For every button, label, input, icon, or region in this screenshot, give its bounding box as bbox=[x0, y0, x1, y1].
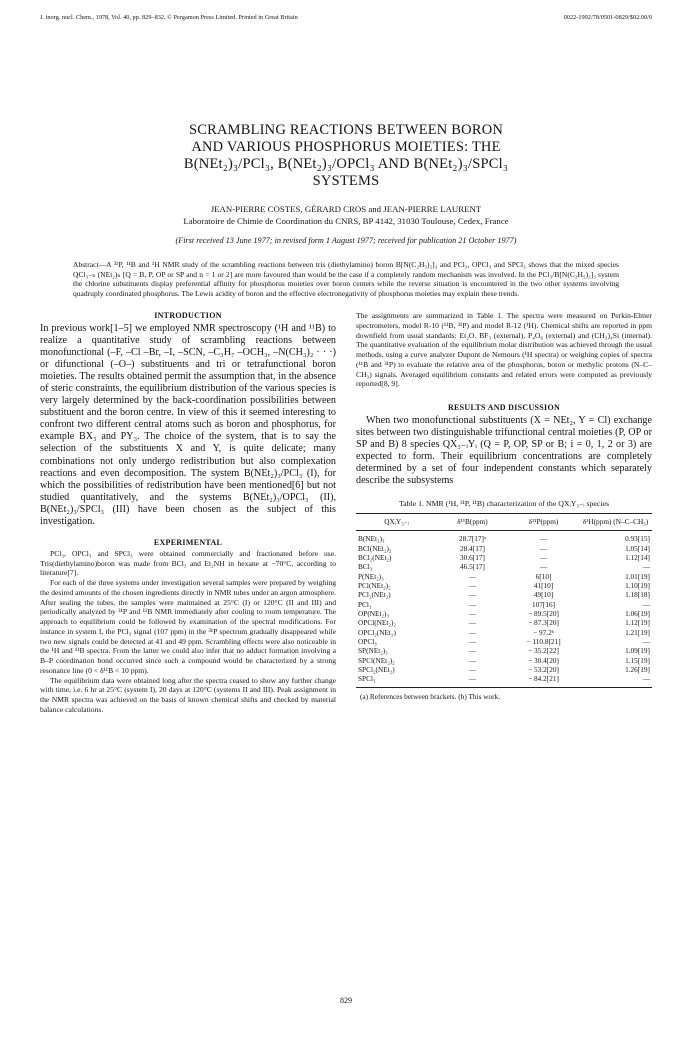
table-1 bbox=[356, 499, 652, 701]
table-row bbox=[356, 637, 652, 646]
species-cell: SPCl₃ bbox=[358, 674, 376, 684]
article-code: 0022-1902/78/0501-0829/$02.00/0 bbox=[563, 14, 652, 21]
table-footnote: (a) References between brackets. (b) This work. bbox=[360, 691, 501, 701]
boron-shift-cell: — bbox=[468, 618, 477, 628]
proton-shift-cell: 1.06[19] bbox=[625, 609, 650, 619]
table-row bbox=[356, 665, 652, 674]
phosphorus-shift-cell: − 97.2ᵇ bbox=[533, 627, 554, 637]
table-row bbox=[356, 562, 652, 571]
proton-shift-cell: 1.09[19] bbox=[625, 646, 650, 656]
table-row bbox=[356, 628, 652, 637]
proton-shift-cell: 1.26[19] bbox=[625, 665, 650, 675]
phosphorus-shift-cell: − 89.5[20] bbox=[528, 609, 559, 619]
phosphorus-shift-cell: — bbox=[539, 562, 548, 572]
species-cell: BCl₃ bbox=[358, 562, 373, 572]
boron-shift-cell: 28.4[17] bbox=[460, 543, 485, 553]
section-heading-experimental: EXPERIMENTAL bbox=[153, 537, 223, 547]
authors: JEAN-PIERRE COSTES, GÉRARD CROS and JEAN-PIERRE LAURENT bbox=[210, 204, 482, 214]
page-number: 829 bbox=[340, 996, 352, 1005]
table-body bbox=[356, 531, 652, 688]
abstract-text: Abstract—A ³¹P, ¹¹B and ¹H NMR study of the scrambling reactions between tris (diethylamino) boron B[N(C₂H₅)₂]₃ and PCl₃, OPCl₃ and SPCl₃ shows that the mixed species QCl₃₋ₙ (NEt₂)ₙ [Q = B, P, OP or SP and n = 1 or 2] are more favoured than would be the case if a completely random mechanism was involved. In the PCl₃/B[N(C₂H₅)₂]₃ system the chlorine substituents display preferential affinity for phosphorus moieties over boron centers while the reverse situation is encountered in the two other systems involving quadruply coordinated phosphorus. The Lewis acidity of boron and the effective electronegativity of phosphorus moieties may explain these trends. bbox=[73, 260, 619, 298]
proton-shift-cell: 1.21[19] bbox=[625, 627, 650, 637]
table-row bbox=[356, 572, 652, 581]
boron-shift-cell: — bbox=[468, 599, 477, 609]
column-header-species: QXᵢY₃₋ᵢ bbox=[384, 517, 409, 527]
species-cell: SPCl(NEt₂)₂ bbox=[358, 655, 395, 665]
table-row bbox=[356, 553, 652, 562]
species-cell: PCl₃ bbox=[358, 599, 372, 609]
table-row bbox=[356, 646, 652, 655]
boron-shift-cell: — bbox=[468, 646, 477, 656]
species-cell: P(NEt₂)₃ bbox=[358, 571, 384, 581]
column-header-proton-shift: δ¹H(ppm) (N–C–CH₃) bbox=[582, 517, 649, 527]
table-row bbox=[356, 656, 652, 665]
phosphorus-shift-cell: — bbox=[539, 543, 548, 553]
table-header-row bbox=[356, 514, 652, 531]
phosphorus-shift-cell: − 30.4[20] bbox=[528, 655, 559, 665]
proton-shift-cell: 1.12[14] bbox=[625, 552, 650, 562]
species-cell: BCl₂(NEt₂) bbox=[358, 552, 392, 562]
boron-shift-cell: — bbox=[468, 637, 477, 647]
table-row bbox=[356, 618, 652, 627]
affiliation: Laboratoire de Chimie de Coordination du CNRS, BP 4142, 31030 Toulouse, Cedex, France bbox=[183, 216, 509, 226]
proton-shift-cell: — bbox=[642, 637, 650, 647]
boron-shift-cell: — bbox=[468, 609, 477, 619]
results-text: When two monofunctional substituents (X = NEt₂, Y = Cl) exchange sites between two distinguishable trifunctional central moieties (P, OP or SP and B) 8 species QX₃₋ᵢYᵢ (Q = P, OP, SP or B; i = 0, 1, 2 or 3) are expected to form. Their equilibrium concentrations are completely determined by a set of four independent constants which separately describe the subsystems bbox=[356, 415, 652, 487]
phosphorus-shift-cell: − 84.2[21] bbox=[528, 674, 559, 684]
phosphorus-shift-cell: − 110.8[21] bbox=[526, 637, 561, 647]
abstract bbox=[73, 260, 619, 298]
table-row bbox=[356, 590, 652, 599]
species-cell: B(NEt₂)₃ bbox=[358, 534, 385, 544]
boron-shift-cell: — bbox=[468, 581, 477, 590]
phosphorus-shift-cell: 41[10] bbox=[533, 581, 554, 590]
phosphorus-shift-cell: 6[10] bbox=[535, 571, 552, 581]
species-cell: OPCl₂(NEt₂) bbox=[358, 627, 396, 637]
species-cell: PCl(NEt₂)₂ bbox=[358, 581, 391, 590]
column-header-boron-shift: δ¹¹B(ppm) bbox=[457, 517, 488, 527]
proton-shift-cell: 1.15[19] bbox=[625, 655, 650, 665]
phosphorus-shift-cell: 107[16] bbox=[531, 599, 556, 609]
introduction-text: In previous work[1–5] we employed NMR spectroscopy (¹H and ¹¹B) to realize a quantitative study of scrambling reactions between monofunctional (–F, –Cl –Br, –I, –SCN, –C₃H₇ –OCH₃, –N(CH₃)₂ · · ·) or difunctional (–O–) substituents and tri or tetrafunctional boron moieties. The results obtained permit the assumption that, in the absence of steric constraints, the equilibrium distribution of the various species is very largely determined by the back-coordination possibilities between substituent and the boron centre. In view of this it seemed interesting to confront two different central atoms such as boron and phosphorus, for example BX₃ and PY₃. The choice of the system, that is to say the selection of the substituents X and Y, is quite delicate; many combinations not only undergo redistribution but also complexation reactions and even decomposition. The system B(NEt₂)₃/PCl₃ (I), for which the possibilities of redistribution have been mentioned[6] but not studied quantitatively, and the systems B(NEt₂)₃/OPCl₃ (II), B(NEt₂)₃/SPCl₃ (III) have been chosen as the subject of this investigation. bbox=[40, 323, 336, 527]
nmr-table bbox=[356, 513, 652, 688]
proton-shift-cell: 1.01[19] bbox=[625, 571, 650, 581]
table-row bbox=[356, 674, 652, 687]
journal-citation: J. inorg. nucl. Chem., 1978, Vol. 40, pp. 829–832. © Pergamon Press Limited. Printed in Great Britain bbox=[40, 14, 298, 21]
phosphorus-shift-cell: − 87.3[20] bbox=[528, 618, 559, 628]
boron-shift-cell: — bbox=[468, 655, 477, 665]
received-dates: (First received 13 June 1977; in revised form 1 August 1977; received for publication 21 October 1977) bbox=[175, 236, 517, 245]
phosphorus-shift-cell: − 35.2[22] bbox=[528, 646, 559, 656]
table-row bbox=[356, 531, 652, 544]
column-header-phosphorus-shift: δ³¹P(ppm) bbox=[528, 517, 559, 527]
proton-shift-cell: — bbox=[642, 562, 650, 572]
experimental-paragraph-1: PCl₃, OPCl₃ and SPCl₃ were obtained commercially and fractionated before use. Tris(diethylamino)boron was made from BCl₃ and Et₂NH in hexane at −70°C, according to literature[7]. bbox=[40, 548, 336, 578]
section-heading-results: RESULTS AND DISCUSSION bbox=[447, 403, 561, 412]
title-line-1: SCRAMBLING REACTIONS BETWEEN BORON bbox=[188, 122, 504, 138]
proton-shift-cell: 1.12[19] bbox=[625, 618, 650, 628]
proton-shift-cell: — bbox=[642, 599, 650, 609]
experimental-paragraph-2: For each of the three systems under investigation several samples were prepared by weighing the desired amounts of the chosen ingredients directly in NMR tubes under an argon atmosphere. After sealing the tubes, the samples were maintained at 25°C (I) or 120°C (II and III) and periodically analyzed by ³¹P and ¹¹B NMR immediately after cooling to room temperature. The approach to equilibrium could be followed by examination of the spectral modifications. For instance in system I, the PCl₃ signal (107 ppm) in the ³¹P spectrum gradually disappeared while two new signals could be detected at 41 and 49 ppm. Scrambling effects were also noticeable in the ¹H and ¹¹B spectra. From the latter we could also infer that no adduct formation involving a B–P coordination bond occurred since such a compound would be characterized by a strong resonance line (0 < δ¹¹B < 10 ppm). bbox=[40, 578, 336, 675]
boron-shift-cell: — bbox=[468, 665, 477, 675]
experimental-paragraph-3: The equilibrium data were obtained long after the spectra ceased to show any further change with time, i.e. 6 hr at 25°C (system I), 20 days at 120°C (systems II and III). Peak assignment in the NMR spectra was achieved on the basis of known chemical shifts and checked by material balance calculations. bbox=[40, 675, 336, 714]
boron-shift-cell: 28.7[17]ᵃ bbox=[459, 534, 486, 544]
species-cell: OP(NEt₂)₃ bbox=[358, 609, 390, 619]
proton-shift-cell: 1.10[19] bbox=[625, 581, 650, 590]
proton-shift-cell: 0.93[15] bbox=[625, 534, 650, 544]
boron-shift-cell: — bbox=[468, 674, 477, 684]
boron-shift-cell: — bbox=[468, 571, 477, 581]
table-row bbox=[356, 581, 652, 590]
species-cell: OPCl(NEt₂)₂ bbox=[358, 618, 396, 628]
title-line-3: B(NEt₂)₃/PCl₃, B(NEt₂)₃/OPCl₃ AND B(NEt₂)₃/SPCl₃ bbox=[183, 156, 509, 172]
species-cell: SPCl₂(NEt₂) bbox=[358, 665, 395, 675]
author-block bbox=[80, 203, 612, 227]
proton-shift-cell: — bbox=[642, 674, 650, 684]
species-cell: PCl₂(NEt₂) bbox=[358, 590, 391, 600]
right-column bbox=[356, 311, 652, 701]
proton-shift-cell: 1.05[14] bbox=[625, 543, 650, 553]
title-line-2: AND VARIOUS PHOSPHORUS MOIETIES: THE bbox=[191, 139, 501, 155]
table-row bbox=[356, 600, 652, 609]
boron-shift-cell: — bbox=[468, 590, 477, 600]
title-line-4: SYSTEMS bbox=[312, 173, 380, 189]
table-row bbox=[356, 544, 652, 553]
proton-shift-cell: 1.18[18] bbox=[625, 590, 650, 600]
phosphorus-shift-cell: — bbox=[539, 552, 548, 562]
article-title bbox=[80, 122, 612, 190]
species-cell: SP(NEt₂)₃ bbox=[358, 646, 388, 656]
phosphorus-shift-cell: 49[10] bbox=[533, 590, 554, 600]
left-column bbox=[40, 311, 336, 715]
boron-shift-cell: 30.6[17] bbox=[460, 552, 485, 562]
section-heading-introduction: INTRODUCTION bbox=[154, 311, 222, 320]
assignments-paragraph: The assignments are summarized in Table 1. The spectra were measured on Perkin-Elmer spectrometers, model R-10 (¹¹B, ³¹P) and model R-12 (¹H). Chemical shifts are reported in ppm downfield from usual standards: Et₂O. BF₃ (external), P₄O₆ (external) and (CH₃)₄Si (internal). The quantitative evaluation of the equilibrium molar distribution was achieved through the usual methods, using a curve analyzer Dupont de Nemours (¹H spectra) or weighing copies of spectra (¹¹B and ³¹P) to evaluate the relative area of the phosphorus, boron or methylic protons (N–C–CH₃) signals. Averaged equilibrium constants and related errors were computed as previously reported[8, 9]. bbox=[356, 311, 652, 389]
running-header bbox=[40, 14, 652, 21]
boron-shift-cell: 46.5[17] bbox=[460, 562, 485, 572]
species-cell: BCl(NEt₂)₂ bbox=[358, 543, 392, 553]
phosphorus-shift-cell: — bbox=[539, 534, 548, 544]
table-caption: Table 1. NMR (¹H, ³¹P, ¹¹B) characterization of the QXᵢY₃₋ᵢ species bbox=[399, 499, 609, 509]
species-cell: OPCl₃ bbox=[358, 637, 377, 647]
boron-shift-cell: — bbox=[468, 627, 477, 637]
phosphorus-shift-cell: − 53.2[20] bbox=[528, 665, 559, 675]
table-row bbox=[356, 609, 652, 618]
